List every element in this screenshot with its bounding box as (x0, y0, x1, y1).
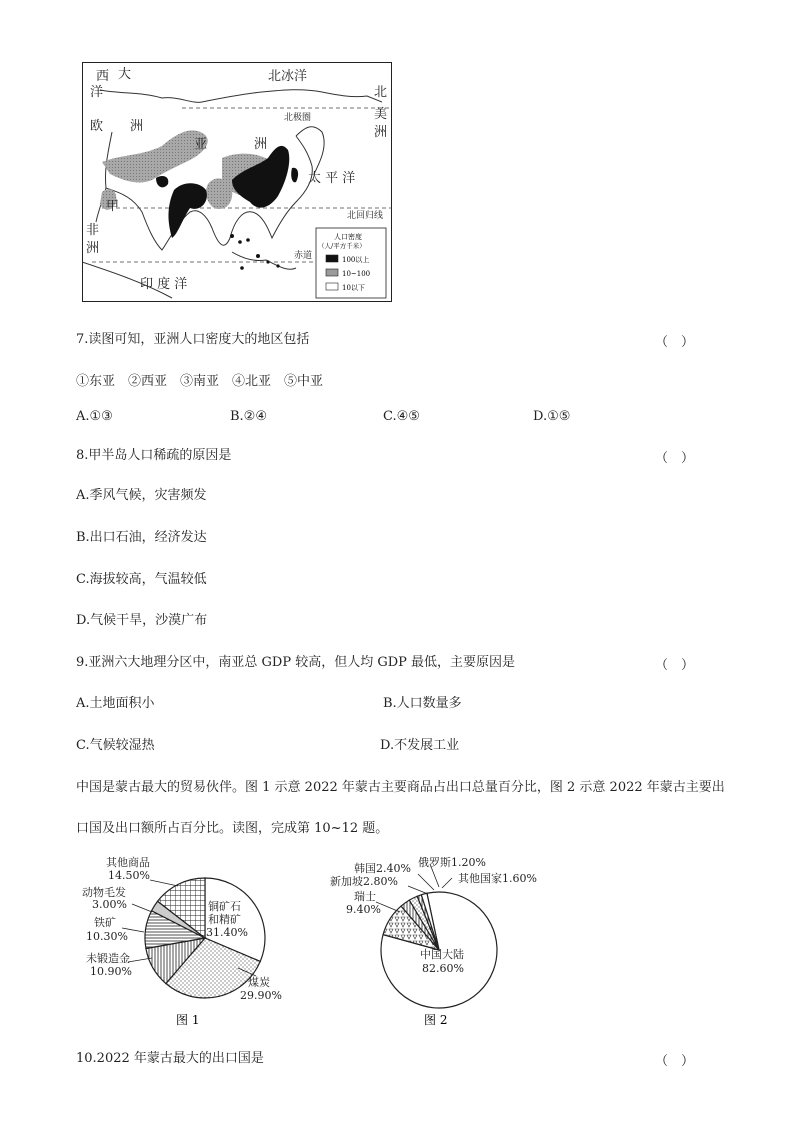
pie2-leader-korea (418, 874, 434, 890)
pie1-leader-other (150, 880, 178, 886)
pie1-label-other: 其他商品 (106, 856, 150, 869)
pie2-caption: 图 2 (424, 1013, 448, 1027)
pie1-label-gold: 未锻造金 (86, 952, 130, 965)
pie1-leader-hair (132, 904, 152, 912)
map-label-africa-fei: 非 (86, 223, 100, 238)
pie2-leader-others (442, 878, 452, 888)
map-label-north: 北 (374, 85, 388, 100)
legend-label-low: 10以下 (342, 284, 365, 292)
legend-swatch-medium (326, 269, 338, 276)
q9-stem: 9.亚洲六大地理分区中，南亚总 GDP 较高，但人均 GDP 最低，主要原因是 (76, 655, 516, 670)
pie2-label-others: 其他国家1.60% (458, 872, 537, 885)
pie2-leader-singapore (408, 886, 428, 894)
map-label-arctic-ocean: 北冰洋 (268, 69, 308, 84)
legend-title: 人口密度 (334, 233, 362, 241)
pie2-label-china: 中国大陆 (420, 948, 464, 961)
pie1-label-hair: 动物毛发 (82, 886, 126, 899)
legend-unit: （人/平方千米） (318, 242, 366, 250)
q7-option-b[interactable]: B.②④ (230, 409, 267, 424)
pie2-pct-swiss: 9.40% (346, 903, 381, 916)
pie1-caption: 图 1 (176, 1013, 200, 1027)
q9-option-b[interactable]: B.人口数量多 (383, 696, 462, 711)
map-label-equator: 赤道 (294, 251, 313, 261)
pie2-pct-china: 82.60% (422, 962, 464, 975)
pie1-label-copper-2: 和精矿 (208, 913, 241, 926)
q7-option-d[interactable]: D.①⑤ (533, 409, 571, 424)
intro-line-2: 口国及出口额所占百分比。读图，完成第 10~12 题。 (76, 821, 389, 836)
pie1-label-iron: 铁矿 (94, 916, 116, 929)
pie1-label-copper-1: 铜矿石 (208, 900, 241, 913)
high-density-dot (238, 240, 242, 244)
high-density-dot (246, 238, 250, 242)
legend-swatch-low (326, 283, 338, 290)
q9-option-d[interactable]: D.不发展工业 (380, 738, 460, 753)
q7-items: ①东亚 ②西亚 ③南亚 ④北亚 ⑤中亚 (76, 374, 324, 389)
pie1-pct-other: 14.50% (108, 869, 150, 882)
q8-stem: 8.甲半岛人口稀疏的原因是 (76, 448, 232, 463)
q9-answer-paren: （ ） (655, 658, 695, 673)
q7-option-a[interactable]: A.①③ (76, 409, 113, 424)
map-label-arctic-circle: 北极圈 (284, 113, 312, 123)
map-label-da: 大 (118, 67, 132, 82)
pie1-label-coal: 煤炭 (248, 976, 270, 989)
pie-charts (70, 850, 730, 1035)
pie1-pct-coal: 29.90% (240, 989, 282, 1002)
map-label-indian-ocean: 印 度 洋 (140, 277, 188, 292)
pie1-pct-gold: 10.90% (90, 965, 132, 978)
high-density-dot (230, 234, 234, 238)
pie1-pct-hair: 3.00% (92, 898, 127, 911)
q8-option-b[interactable]: B.出口石油，经济发达 (76, 530, 207, 545)
q10-answer-paren: （ ） (655, 1054, 695, 1069)
legend-swatch-high (326, 255, 338, 262)
legend-label-medium: 10~100 (342, 270, 371, 278)
q9-option-c[interactable]: C.气候较湿热 (76, 738, 155, 753)
q8-option-c[interactable]: C.海拔较高，气温较低 (76, 572, 207, 587)
q8-answer-paren: （ ） (655, 451, 695, 466)
map-label-africa-zhou: 洲 (86, 241, 100, 256)
high-density-dot (276, 264, 279, 267)
map-label-europe: 欧 (90, 119, 104, 134)
map-label-europe-zhou: 洲 (130, 119, 144, 134)
map-label-mei: 美 (374, 107, 388, 122)
map-label-tropic: 北回归线 (347, 211, 384, 221)
q8-option-d[interactable]: D.气候干旱，沙漠广布 (76, 613, 208, 628)
map-label-asia-ya: 亚 (194, 137, 208, 152)
map-label-yang: 洋 (90, 85, 104, 100)
pie2-label-korea: 韩国2.40% (354, 862, 411, 875)
map-legend (316, 228, 386, 298)
map-label-xi: 西 (96, 69, 110, 84)
q7-answer-paren: （ ） (655, 335, 695, 350)
pie2-label-singapore: 新加坡2.80% (330, 875, 398, 888)
intro-line-1: 中国是蒙古最大的贸易伙伴。图 1 示意 2022 年蒙古主要商品占出口总量百分比，图 2 示意 2022 年蒙古主要出 (76, 780, 725, 795)
q7-stem: 7.读图可知，亚洲人口密度大的地区包括 (76, 332, 310, 347)
map-label-asia-zhou: 洲 (254, 137, 268, 152)
high-density-dot (240, 266, 244, 270)
map-label-pacific: 太 平 洋 (308, 171, 356, 186)
q9-option-a[interactable]: A.土地面积小 (76, 696, 155, 711)
high-density-dot (266, 260, 269, 263)
pie2-label-russia: 俄罗斯1.20% (418, 856, 486, 869)
map-label-zhou-right: 洲 (374, 125, 388, 140)
q10-stem: 10.2022 年蒙古最大的出口国是 (76, 1051, 264, 1066)
q8-option-a[interactable]: A.季风气候，灾害频发 (76, 488, 207, 503)
pie2-label-swiss: 瑞士 (354, 890, 376, 903)
map-label-jia: 甲 (106, 199, 120, 214)
pie1-leader-gold (128, 958, 152, 962)
q7-option-c[interactable]: C.④⑤ (383, 409, 420, 424)
asia-population-density-map (82, 62, 392, 302)
legend-label-high: 100以上 (342, 256, 370, 264)
pie1-pct-copper: 31.40% (206, 926, 248, 939)
high-density-dot (256, 254, 260, 258)
pie1-pct-iron: 10.30% (86, 930, 128, 943)
